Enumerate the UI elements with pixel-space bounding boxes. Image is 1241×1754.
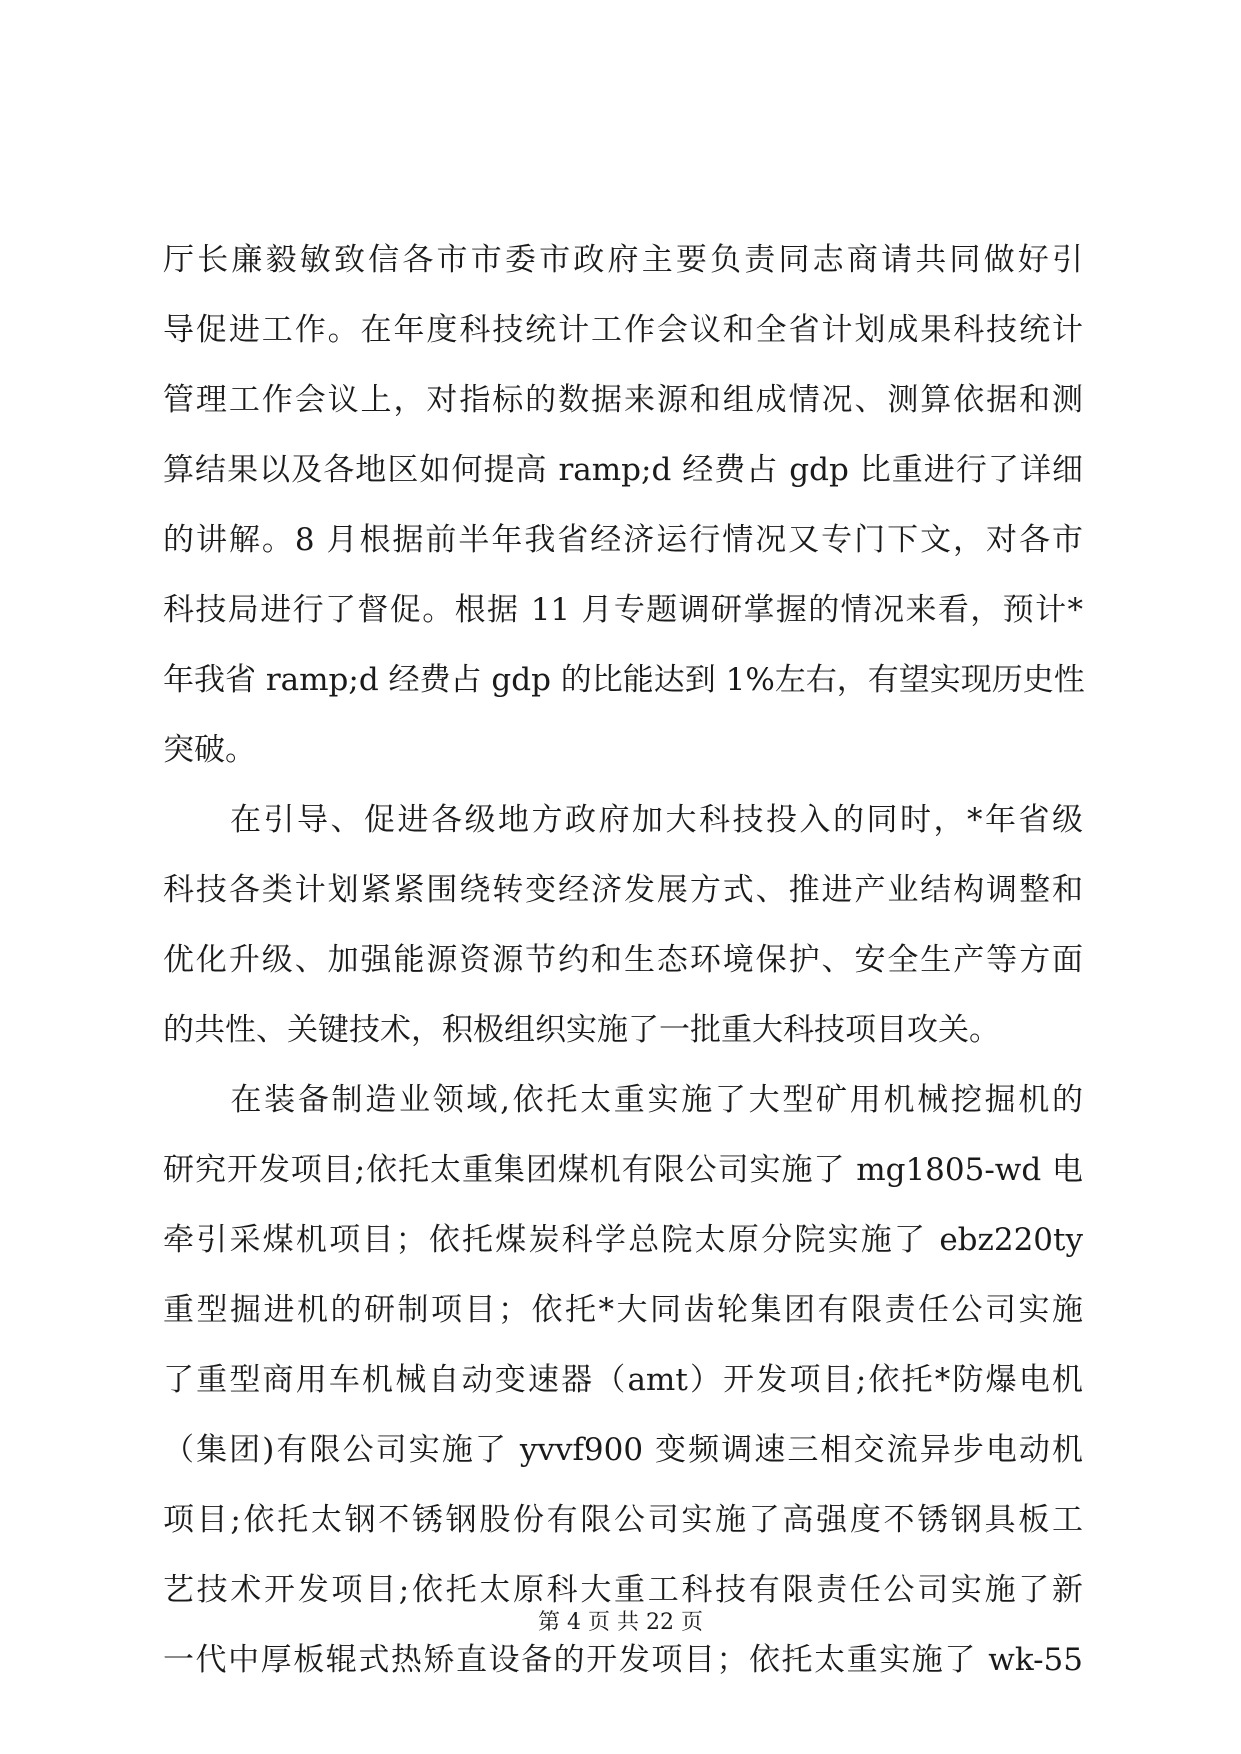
text-line: 项目;依托太钢不锈钢股份有限公司实施了高强度不锈钢具板工 [163, 1502, 1083, 1538]
text-line: 算结果以及各地区如何提高 ramp;d 经费占 gdp 比重进行了详细 [163, 452, 1083, 488]
text-line: 的共性、关键技术，积极组织实施了一批重大科技项目攻关。 [163, 1012, 1000, 1048]
text-line: 牵引采煤机项目；依托煤炭科学总院太原分院实施了 ebz220ty [163, 1222, 1083, 1258]
text-line: 突破。 [163, 732, 256, 768]
text-line: 研究开发项目;依托太重集团煤机有限公司实施了 mg1805-wd 电 [163, 1152, 1083, 1188]
text-line: 在引导、促进各级地方政府加大科技投入的同时，*年省级 [163, 802, 1083, 838]
page-footer [0, 1609, 1241, 1637]
text-line: 科技局进行了督促。根据 11 月专题调研掌握的情况来看，预计* [163, 592, 1083, 628]
text-line: 导促进工作。在年度科技统计工作会议和全省计划成果科技统计 [163, 312, 1083, 348]
text-line: 重型掘进机的研制项目；依托*大同齿轮集团有限责任公司实施 [163, 1292, 1083, 1328]
text-line: （集团)有限公司实施了 yvvf900 变频调速三相交流异步电动机 [163, 1432, 1083, 1468]
text-line: 厅长廉毅敏致信各市市委市政府主要负责同志商请共同做好引 [163, 242, 1083, 278]
text-line: 在装备制造业领域,依托太重实施了大型矿用机械挖掘机的 [163, 1082, 1083, 1118]
text-line: 的讲解。8 月根据前半年我省经济运行情况又专门下文，对各市 [163, 522, 1083, 558]
body-text [163, 225, 1083, 1695]
text-line: 艺技术开发项目;依托太原科大重工科技有限责任公司实施了新 [163, 1572, 1083, 1608]
text-line: 科技各类计划紧紧围绕转变经济发展方式、推进产业结构调整和 [163, 872, 1083, 908]
text-line: 优化升级、加强能源资源节约和生态环境保护、安全生产等方面 [163, 942, 1083, 978]
text-line: 年我省 ramp;d 经费占 gdp 的比能达到 1%左右，有望实现历史性 [163, 662, 1085, 698]
text-line: 了重型商用车机械自动变速器（amt）开发项目;依托*防爆电机 [163, 1362, 1083, 1398]
page-number: 第 4 页 共 22 页 [538, 1610, 703, 1635]
text-line: 一代中厚板辊式热矫直设备的开发项目；依托太重实施了 wk-55 [163, 1642, 1083, 1678]
text-line: 管理工作会议上，对指标的数据来源和组成情况、测算依据和测 [163, 382, 1083, 418]
